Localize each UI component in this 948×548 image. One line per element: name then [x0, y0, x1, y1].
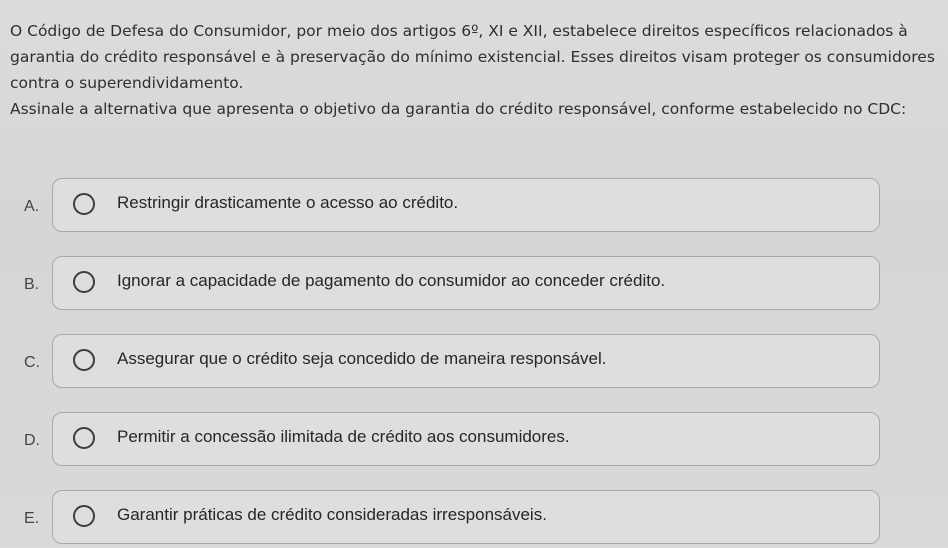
- radio-button-icon[interactable]: [73, 271, 95, 293]
- radio-button-icon[interactable]: [73, 193, 95, 215]
- option-label: Restringir drasticamente o acesso ao crédito.: [117, 193, 459, 212]
- option-letter: E.: [24, 510, 40, 527]
- option-label: Garantir práticas de crédito consideradas irresponsáveis.: [117, 505, 547, 524]
- option-letter: A.: [24, 198, 40, 215]
- option-c[interactable]: [0, 334, 948, 392]
- radio-button-icon[interactable]: [73, 349, 95, 371]
- option-e[interactable]: [0, 490, 948, 548]
- radio-button-icon[interactable]: [73, 505, 95, 527]
- option-label: Assegurar que o crédito seja concedido de maneira responsável.: [117, 349, 607, 368]
- question-text: [10, 18, 935, 122]
- option-letter: C.: [24, 354, 40, 371]
- option-label: Ignorar a capacidade de pagamento do consumidor ao conceder crédito.: [117, 271, 666, 290]
- radio-button-icon[interactable]: [73, 427, 95, 449]
- question-paragraph-prompt: Assinale a alternativa que apresenta o objetivo da garantia do crédito responsável, conforme estabelecido no CDC:: [10, 100, 907, 118]
- question-paragraph-context: O Código de Defesa do Consumidor, por meio dos artigos 6º, XI e XII, estabelece direitos específicos relacionados à garantia do crédito responsável e à preservação do mínimo existencial. Esses direitos visam proteger os consumidores contra o superendividamento.: [10, 22, 935, 92]
- option-label: Permitir a concessão ilimitada de crédito aos consumidores.: [117, 427, 570, 446]
- option-box[interactable]: [52, 490, 880, 544]
- option-box[interactable]: [52, 178, 880, 232]
- option-letter: B.: [24, 276, 40, 293]
- option-b[interactable]: [0, 256, 948, 314]
- option-box[interactable]: [52, 412, 880, 466]
- option-letter: D.: [24, 432, 40, 449]
- option-box[interactable]: [52, 256, 880, 310]
- option-a[interactable]: [0, 178, 948, 236]
- option-d[interactable]: [0, 412, 948, 470]
- option-box[interactable]: [52, 334, 880, 388]
